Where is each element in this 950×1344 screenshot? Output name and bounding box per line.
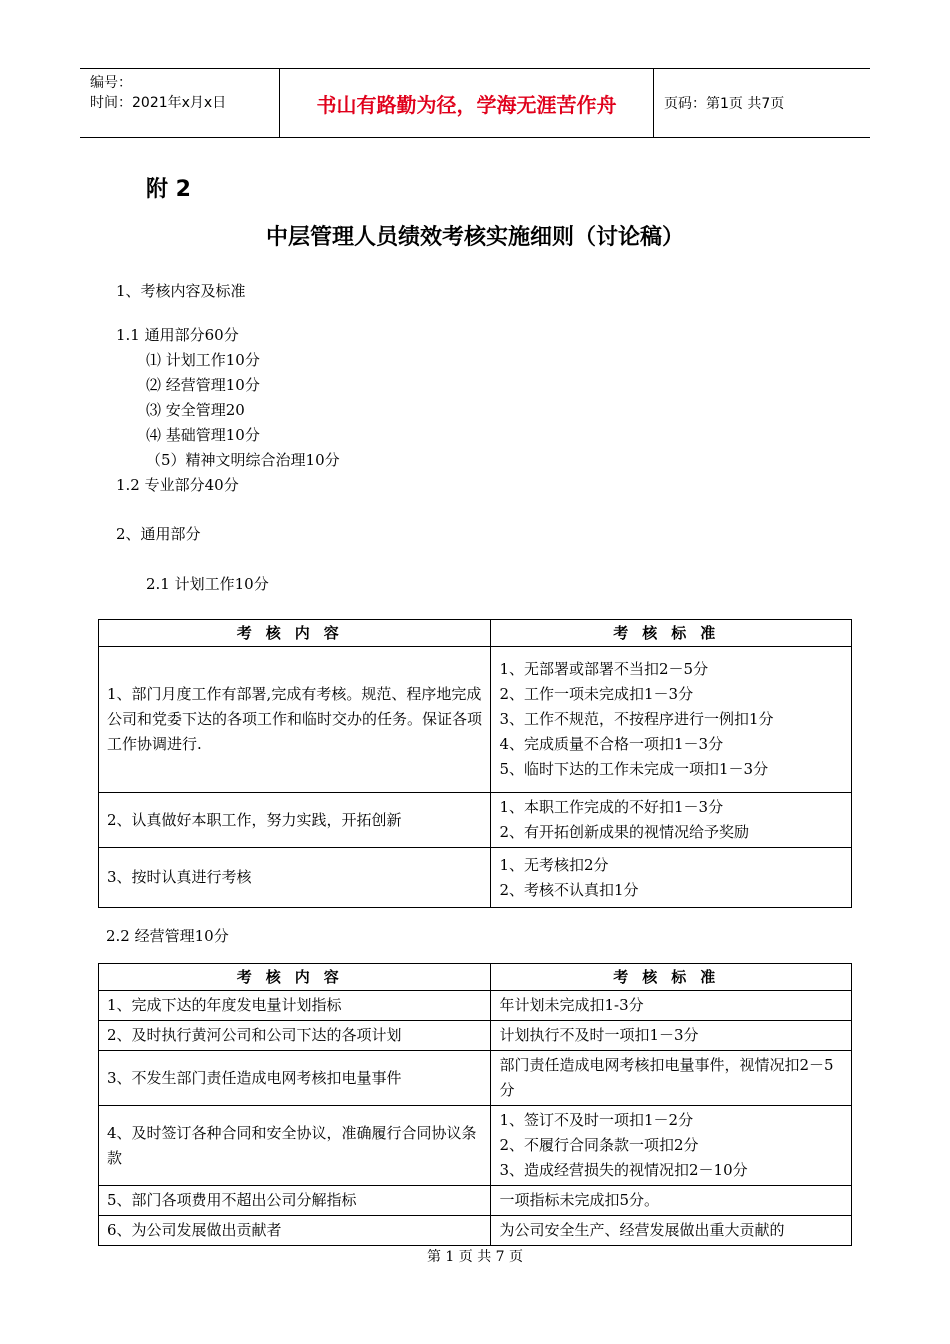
table-cell-content: 5、部门各项费用不超出公司分解指标	[99, 1186, 491, 1216]
table-row	[99, 848, 852, 908]
document-title: 中层管理人员绩效考核实施细则（讨论稿）	[265, 225, 684, 250]
standard-line: 年计划未完成扣1-3分	[499, 996, 644, 1014]
table-header-row	[99, 620, 852, 647]
section-2-1-heading: 2.1 计划工作10分	[146, 575, 269, 593]
planning-table	[98, 619, 852, 908]
table-cell-standard	[491, 793, 852, 848]
table-cell-content: 2、认真做好本职工作，努力实践，开拓创新	[99, 793, 491, 848]
table-cell-standard	[491, 848, 852, 908]
standard-line: 2、有开拓创新成果的视情况给予奖励	[499, 823, 750, 841]
standard-line: 为公司安全生产、经营发展做出重大贡献的	[499, 1221, 785, 1239]
column-header: 考核标准	[491, 620, 852, 647]
list-item: ⑵ 经营管理10分	[146, 376, 260, 394]
table-row	[99, 1106, 852, 1186]
table-row	[99, 1216, 852, 1246]
table-row	[99, 647, 852, 793]
section-1-1-heading: 1.1 通用部分60分	[116, 326, 239, 344]
standard-line: 2、不履行合同条款一项扣2分	[499, 1136, 699, 1154]
table-cell-standard	[491, 1051, 852, 1106]
header-page-info: 页码：第1页 共7页	[664, 96, 785, 112]
table-row	[99, 793, 852, 848]
list-item: ⑶ 安全管理20	[146, 401, 245, 419]
standard-line: 2、考核不认真扣1分	[499, 880, 639, 899]
table-cell-standard	[491, 1106, 852, 1186]
table-row	[99, 1021, 852, 1051]
standard-line: 1、无考核扣2分	[499, 855, 609, 874]
standard-line: 1、签订不及时一项扣1－2分	[499, 1111, 694, 1129]
table-cell-content: 1、部门月度工作有部署,完成有考核。规范、程序地完成公司和党委下达的各项工作和临时交办的任务。保证各项工作协调进行.	[99, 647, 491, 793]
standard-line: 计划执行不及时一项扣1－3分	[499, 1026, 699, 1044]
standard-line: 4、完成质量不合格一项扣1－3分	[499, 735, 724, 753]
table-cell-content: 3、不发生部门责任造成电网考核扣电量事件	[99, 1051, 491, 1106]
standard-line: 3、工作不规范，不按程序进行一例扣1分	[499, 710, 774, 728]
table-cell-content: 2、及时执行黄河公司和公司下达的各项计划	[99, 1021, 491, 1051]
section-1-heading: 1、考核内容及标准	[116, 282, 246, 300]
table-cell-content: 6、为公司发展做出贡献者	[99, 1216, 491, 1246]
list-item: （5）精神文明综合治理10分	[146, 451, 340, 469]
page-footer: 第 1 页 共 7 页	[426, 1249, 524, 1265]
table-cell-standard	[491, 1021, 852, 1051]
table-cell-content: 4、及时签订各种合同和安全协议，准确履行合同协议条款	[99, 1106, 491, 1186]
page-header	[80, 68, 870, 138]
table-row	[99, 1051, 852, 1106]
number-label: 编号：	[90, 75, 132, 91]
header-motto: 书山有路勤为径，学海无涯苦作舟	[280, 69, 654, 137]
header-meta	[80, 69, 280, 137]
list-item: ⑷ 基础管理10分	[146, 426, 260, 444]
standard-line: 部门责任造成电网考核扣电量事件，视情况扣2－5分	[499, 1056, 834, 1099]
table-row	[99, 991, 852, 1021]
table-cell-standard	[491, 991, 852, 1021]
standard-line: 3、造成经营损失的视情况扣2－10分	[499, 1161, 748, 1179]
section-2-2-heading: 2.2 经营管理10分	[106, 927, 229, 945]
column-header: 考核内容	[99, 964, 491, 991]
table-cell-standard	[491, 1216, 852, 1246]
time-label: 时间：2021年x月x日	[90, 95, 227, 111]
standard-line: 一项指标未完成扣5分。	[499, 1191, 660, 1209]
table-header-row	[99, 964, 852, 991]
operations-table	[98, 963, 852, 1246]
standard-line: 5、临时下达的工作未完成一项扣1－3分	[499, 760, 769, 778]
section-1-2-heading: 1.2 专业部分40分	[116, 476, 239, 494]
standard-line: 1、无部署或部署不当扣2－5分	[499, 660, 709, 678]
table-cell-content: 1、完成下达的年度发电量计划指标	[99, 991, 491, 1021]
table-cell-standard	[491, 1186, 852, 1216]
attachment-label: 附 2	[146, 177, 191, 202]
section-2-heading: 2、通用部分	[116, 525, 201, 543]
column-header: 考核内容	[99, 620, 491, 647]
standard-line: 1、本职工作完成的不好扣1－3分	[499, 798, 724, 816]
list-item: ⑴ 计划工作10分	[146, 351, 260, 369]
column-header: 考核标准	[491, 964, 852, 991]
table-row	[99, 1186, 852, 1216]
table-cell-standard	[491, 647, 852, 793]
table-cell-content: 3、按时认真进行考核	[99, 848, 491, 908]
standard-line: 2、工作一项未完成扣1－3分	[499, 685, 694, 703]
